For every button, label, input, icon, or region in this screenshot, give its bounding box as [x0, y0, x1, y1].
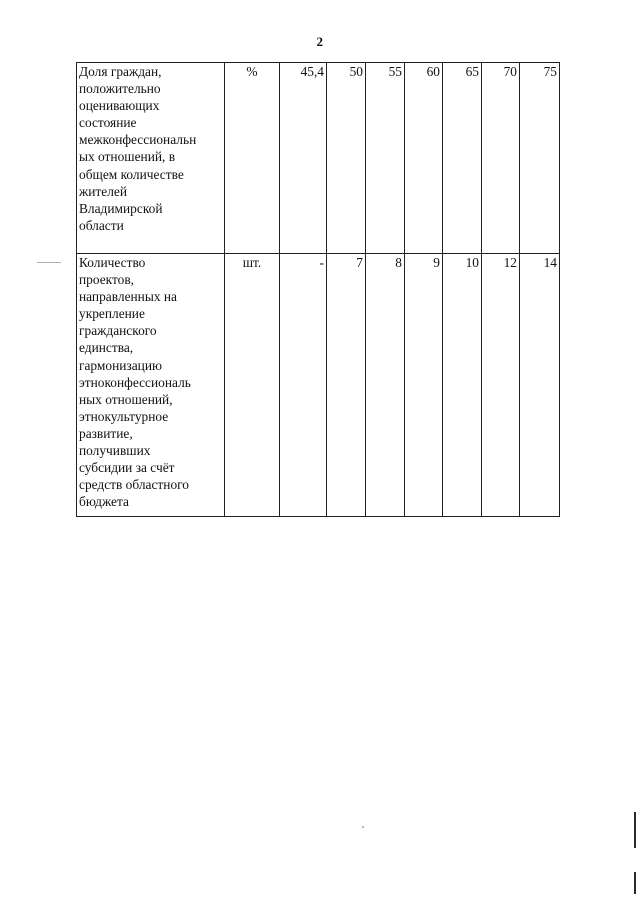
value-cell: 12: [482, 254, 520, 517]
indicator-name-line: Количество: [79, 255, 146, 270]
indicator-name-line: состояние: [79, 115, 137, 131]
indicator-name-line: ных отношений,: [79, 391, 173, 407]
indicator-name-cell: [77, 254, 225, 517]
margin-scan-mark: [37, 262, 61, 263]
indicator-name-line: межконфессиональн: [79, 132, 197, 148]
indicator-name-line: укрепление: [79, 306, 145, 322]
indicators-table: [76, 62, 560, 517]
value-cell: 10: [443, 254, 482, 517]
value-cell: 8: [366, 254, 405, 517]
indicator-name-line: гармонизацию: [79, 357, 162, 373]
value-cell: 50: [327, 63, 366, 254]
edge-scan-mark: [634, 872, 636, 894]
value-cell: 14: [520, 254, 560, 517]
value-cell: 9: [405, 254, 443, 517]
indicator-name-line: этноконфессиональ: [79, 374, 191, 390]
indicator-name-line: области: [79, 217, 124, 233]
indicator-name-line: оценивающих: [79, 98, 160, 114]
indicator-name-line: получивших: [79, 443, 151, 459]
indicator-name-line: бюджета: [79, 494, 129, 510]
table-row: [77, 63, 560, 254]
indicator-name-line: направленных на: [79, 289, 177, 305]
indicator-name-line: средств областного: [79, 477, 189, 493]
value-cell: 70: [482, 63, 520, 254]
indicator-name-line: субсидии за счёт: [79, 460, 175, 476]
value-cell: 55: [366, 63, 405, 254]
value-cell: 75: [520, 63, 560, 254]
indicator-name-line: гражданского: [79, 323, 157, 339]
value-cell: 45,4: [280, 63, 327, 254]
indicator-name-line: этнокультурное: [79, 408, 169, 424]
value-cell: 7: [327, 254, 366, 517]
value-cell: -: [280, 254, 327, 517]
edge-scan-mark: [634, 812, 636, 848]
indicator-name-line: общем количестве: [79, 166, 184, 182]
value-cell: 60: [405, 63, 443, 254]
unit-cell: %: [225, 63, 280, 254]
indicator-name-line: Доля граждан,: [79, 64, 162, 79]
page-number: 2: [316, 34, 324, 49]
unit-cell: шт.: [225, 254, 280, 517]
indicator-name-line: Владимирской: [79, 200, 163, 216]
scan-speck: [362, 826, 364, 828]
indicator-name-line: положительно: [79, 81, 161, 97]
indicator-name-line: развитие,: [79, 425, 133, 441]
indicator-name-line: ых отношений, в: [79, 149, 176, 165]
indicator-name-cell: [77, 63, 225, 254]
indicator-name-line: жителей: [79, 183, 128, 199]
table-row: [77, 254, 560, 517]
indicator-name-line: единства,: [79, 340, 134, 356]
value-cell: 65: [443, 63, 482, 254]
indicator-name-line: проектов,: [79, 272, 135, 288]
